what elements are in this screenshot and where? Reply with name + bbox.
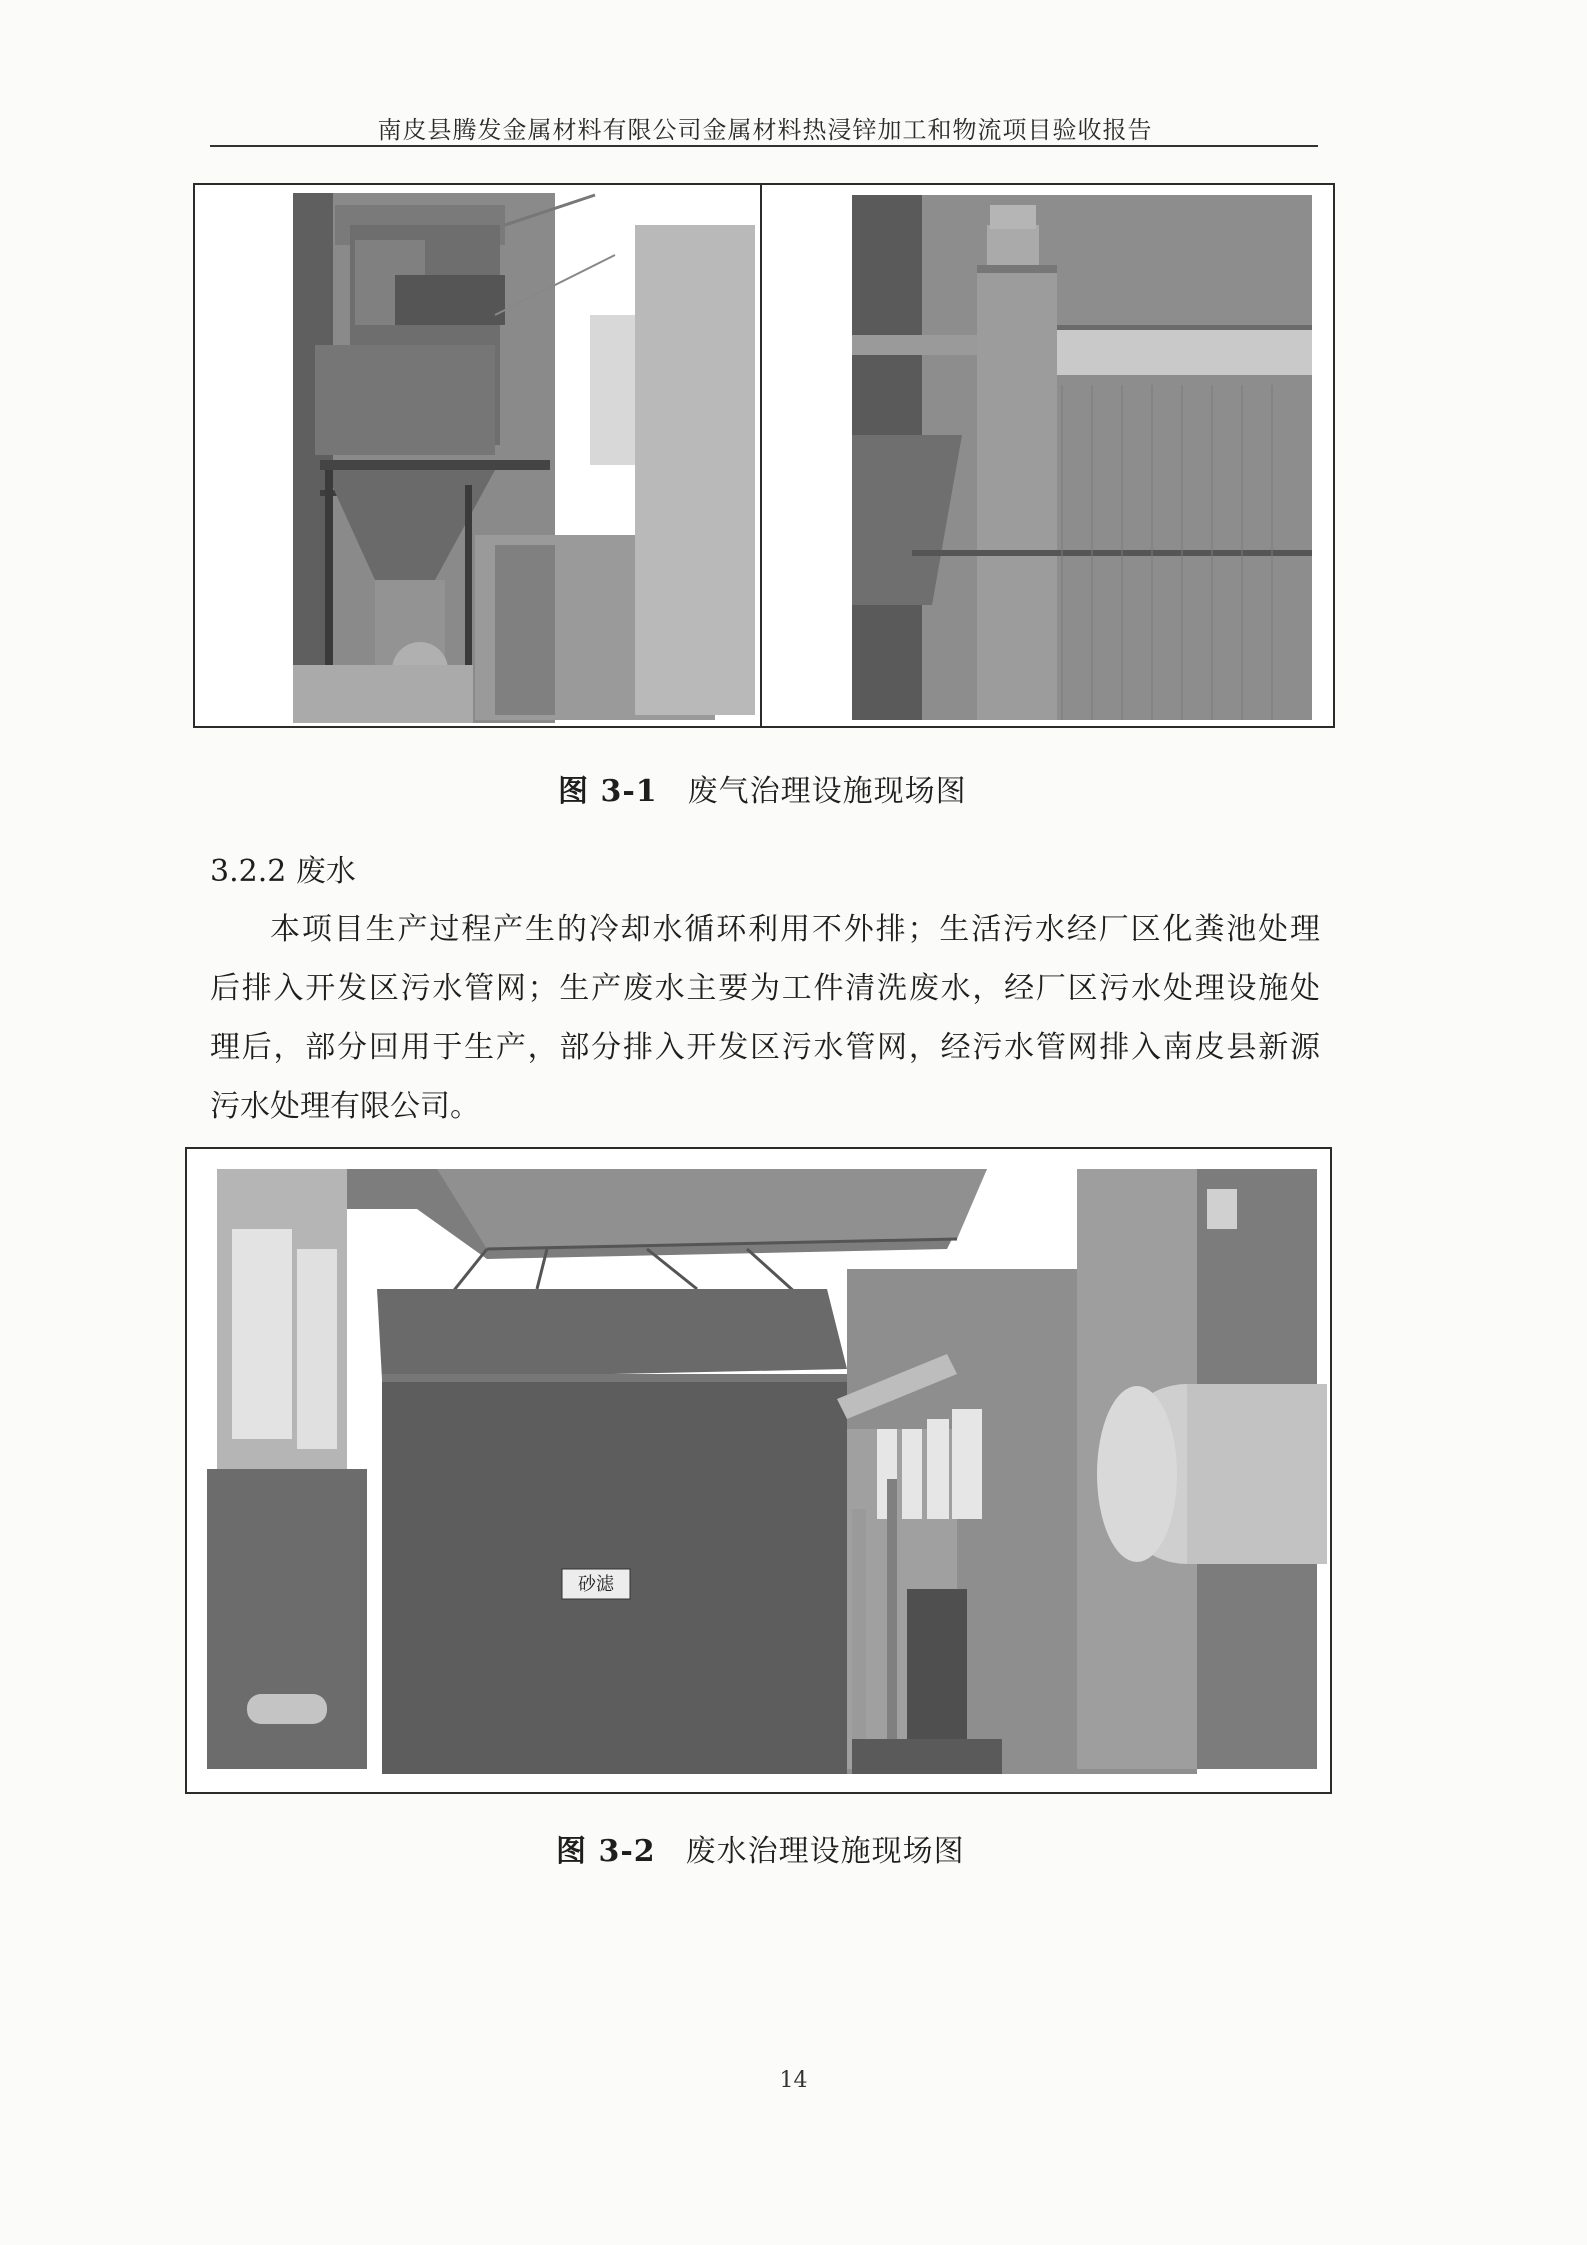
- running-header: 南皮县腾发金属材料有限公司金属材料热浸锌加工和物流项目验收报告: [377, 116, 1153, 144]
- paragraph-line: 理后，部分回用于生产，部分排入开发区污水管网，经污水管网排入南皮县新源: [210, 1030, 1320, 1065]
- figure-3-2-number: 图 3-2: [556, 1834, 656, 1869]
- figure-3-2-caption: [556, 1826, 965, 1870]
- sand-filter-tank-photo: [185, 1147, 1332, 1794]
- section-heading: 3.2.2 废水: [210, 854, 356, 889]
- sand-filter-tank-icon: [187, 1149, 1330, 1792]
- page-number: 14: [779, 2068, 808, 2093]
- figure-3-1-number: 图 3-1: [558, 774, 658, 809]
- paragraph-line: 本项目生产过程产生的冷却水循环利用不外排；生活污水经厂区化粪池处理: [270, 912, 1320, 947]
- dust-collector-photo: [193, 183, 766, 728]
- paragraph-line: 后排入开发区污水管网；生产废水主要为工件清洗废水，经厂区污水处理设施处: [210, 971, 1320, 1006]
- figure-3-2-title: 废水治理设施现场图: [685, 1834, 965, 1869]
- exhaust-stack-icon: [762, 185, 1333, 726]
- body-paragraph: [210, 900, 1320, 1136]
- exhaust-stack-photo: [760, 183, 1335, 728]
- figure-3-1-caption: [558, 766, 967, 810]
- dust-collector-icon: [195, 185, 764, 726]
- figure-3-1-title: 废气治理设施现场图: [687, 774, 967, 809]
- paragraph-line: 污水处理有限公司。: [210, 1089, 480, 1124]
- header-rule: [210, 145, 1318, 147]
- sand-filter-sign: 砂滤: [578, 1574, 614, 1595]
